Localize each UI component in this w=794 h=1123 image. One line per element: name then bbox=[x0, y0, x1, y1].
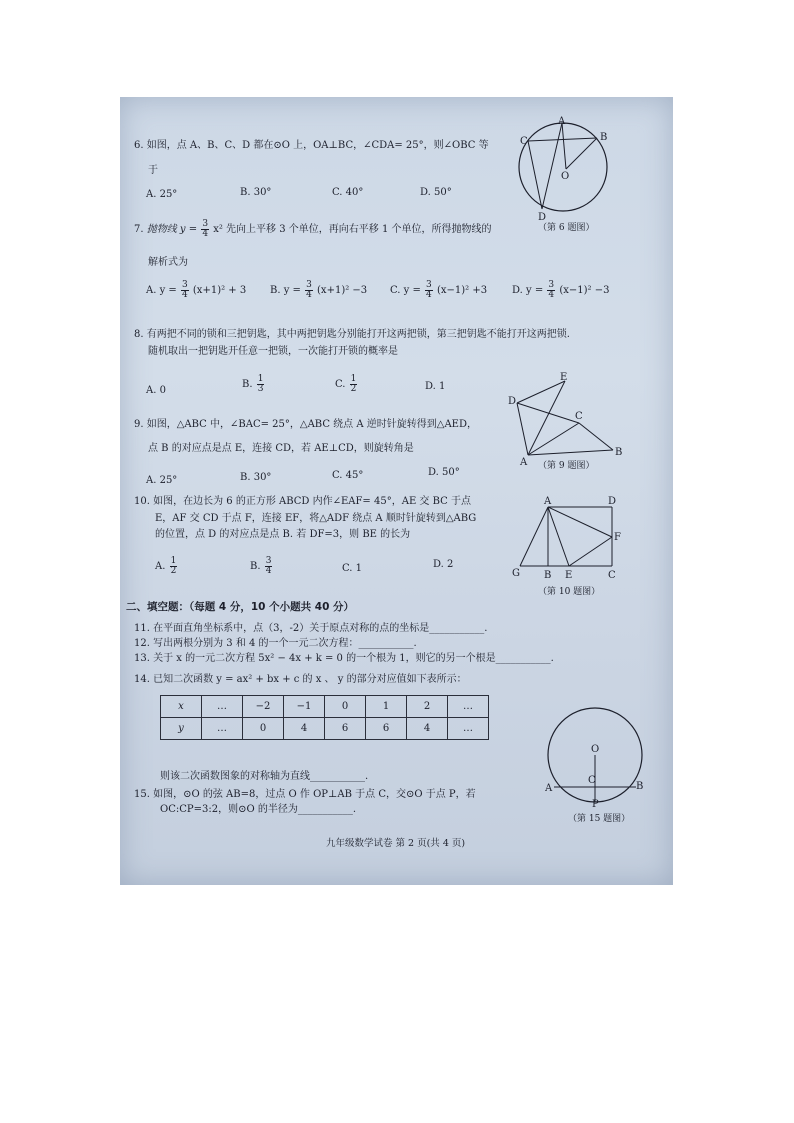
q6-figure bbox=[516, 115, 616, 227]
q6-label-c: C bbox=[520, 136, 528, 147]
q6-option-b: B. 30° bbox=[240, 187, 272, 198]
q10-stem-line1: 10. 如图，在边长为 6 的正方形 ABCD 内作∠EAF= 45°，AE 交 BC 于点 bbox=[134, 496, 471, 507]
q9-label-d: D bbox=[508, 396, 517, 407]
table-cell: x bbox=[161, 696, 202, 718]
table-cell: … bbox=[448, 718, 489, 740]
q6-option-d: D. 50° bbox=[420, 187, 452, 198]
q6-label-b: B bbox=[600, 132, 608, 143]
q6-option-c: C. 40° bbox=[332, 187, 364, 198]
q9-label-b: B bbox=[615, 447, 623, 458]
q10-stem-line2: E，AF 交 CD 于点 F，连接 EF，将△ADF 绕点 A 顺时针旋转到△ABG bbox=[155, 513, 477, 524]
q14-value-table bbox=[160, 695, 489, 740]
q9-option-b: B. 30° bbox=[240, 472, 272, 483]
q6-option-a: A. 25° bbox=[146, 189, 178, 200]
q10-label-a: A bbox=[544, 496, 552, 507]
q15-label-p: P bbox=[592, 799, 599, 807]
q7-stem-line2: 解析式为 bbox=[148, 257, 188, 268]
q9-label-a: A bbox=[520, 457, 528, 467]
q7-number: 7. bbox=[134, 224, 144, 235]
q15-label-c: C bbox=[588, 775, 596, 786]
table-cell: 4 bbox=[407, 718, 448, 740]
q9-stem-line2: 点 B 的对应点是点 E，连接 CD，若 AE⊥CD，则旋转角是 bbox=[148, 443, 414, 454]
section-heading-fill-blank: 二、填空题：（每题 4 分，10 个小题共 40 分） bbox=[126, 601, 355, 613]
q15-stem-line2: OC:CP=3:2，则⊙O 的半径为___________. bbox=[160, 804, 357, 815]
q7-stem-b: x² 先向上平移 3 个单位，再向右平移 1 个单位，所得抛物线的 bbox=[213, 224, 492, 235]
q10-stem-line3: 的位置，点 D 的对应点是点 B. 若 DF=3，则 BE 的长为 bbox=[155, 529, 411, 540]
q7-stem-a: 抛物线 y = bbox=[146, 224, 198, 235]
table-cell: y bbox=[161, 718, 202, 740]
q10-label-c: C bbox=[608, 570, 616, 581]
q9-option-a: A. 25° bbox=[146, 475, 178, 486]
q10-figure bbox=[508, 492, 628, 584]
q15-figure bbox=[545, 703, 645, 807]
q9-option-c: C. 45° bbox=[332, 470, 364, 481]
table-cell: … bbox=[202, 696, 243, 718]
q7-option-b: B. y = $\frac{3}{4}$ (x+1)² −3 bbox=[270, 280, 368, 300]
table-cell: 1 bbox=[366, 696, 407, 718]
table-cell: −2 bbox=[243, 696, 284, 718]
q15-label-b: B bbox=[636, 781, 644, 792]
q7-option-d: D. y = $\frac{3}{4}$ (x−1)² −3 bbox=[512, 280, 610, 300]
q10-label-d: D bbox=[608, 496, 617, 507]
table-cell: 6 bbox=[366, 718, 407, 740]
q6-label-a: A bbox=[558, 116, 566, 127]
q10-label-b: B bbox=[544, 570, 552, 581]
q15-label-o: O bbox=[591, 744, 600, 755]
q10-option-a: A. $\frac{1}{2}$ bbox=[155, 556, 177, 576]
q6-label-o: O bbox=[561, 171, 570, 182]
q9-label-e: E bbox=[560, 372, 568, 383]
q6-caption: （第 6 题图） bbox=[538, 223, 595, 233]
q7-option-a: A. y = $\frac{3}{4}$ (x+1)² + 3 bbox=[146, 280, 247, 300]
q9-caption: （第 9 题图） bbox=[538, 461, 595, 471]
q10-label-f: F bbox=[614, 532, 621, 543]
table-cell: … bbox=[202, 718, 243, 740]
q7-option-c: C. y = $\frac{3}{4}$ (x−1)² +3 bbox=[390, 280, 488, 300]
table-row-y bbox=[161, 718, 489, 740]
q6-stem: 如图，点 A、B、C、D 都在⊙O 上，OA⊥BC，∠CDA= 25°，则∠OBC 等 bbox=[146, 140, 489, 151]
q7-stem-line1 bbox=[134, 220, 492, 239]
q15-label-a: A bbox=[545, 783, 553, 794]
q8-option-d: D. 1 bbox=[425, 381, 446, 392]
table-row-x bbox=[161, 696, 489, 718]
q15-caption: （第 15 题图） bbox=[568, 814, 631, 824]
q10-option-d: D. 2 bbox=[433, 559, 454, 570]
q9-stem-line1: 9. 如图，△ABC 中，∠BAC= 25°，△ABC 绕点 A 逆时针旋转得到△AED， bbox=[134, 419, 477, 430]
table-cell: 0 bbox=[325, 696, 366, 718]
table-cell: 2 bbox=[407, 696, 448, 718]
q10-caption: （第 10 题图） bbox=[538, 587, 601, 597]
q8-option-c: C. $\frac{1}{2}$ bbox=[335, 374, 357, 394]
q9-label-c: C bbox=[575, 411, 583, 422]
q10-label-e: E bbox=[565, 570, 573, 581]
q6-stem-line1 bbox=[134, 140, 489, 152]
q6-stem-line2: 于 bbox=[148, 165, 158, 176]
exam-page bbox=[120, 97, 673, 885]
q6-label-d: D bbox=[538, 212, 547, 223]
table-cell: −1 bbox=[284, 696, 325, 718]
q8-stem-line1: 8. 有两把不同的锁和三把钥匙，其中两把钥匙分别能打开这两把锁，第三把钥匙不能打开这两把锁. bbox=[134, 329, 570, 340]
q6-number: 6. bbox=[134, 140, 144, 151]
q10-option-c: C. 1 bbox=[342, 563, 363, 574]
q10-label-g: G bbox=[512, 568, 520, 579]
q12: 12. 写出两根分别为 3 和 4 的一个一元二次方程：___________. bbox=[134, 638, 417, 649]
q8-stem-line2: 随机取出一把钥匙开任意一把锁，一次能打开锁的概率是 bbox=[148, 346, 398, 357]
q8-option-a: A. 0 bbox=[146, 385, 166, 396]
q11: 11. 在平面直角坐标系中，点（3，-2）关于原点对称的点的坐标是___________. bbox=[134, 623, 488, 634]
table-cell: 0 bbox=[243, 718, 284, 740]
q10-option-b: B. $\frac{3}{4}$ bbox=[250, 556, 272, 576]
q9-figure bbox=[505, 367, 630, 467]
q14-stem: 14. 已知二次函数 y = ax² + bx + c 的 x 、 y 的部分对应值如下表所示： bbox=[134, 674, 467, 685]
q14-tail: 则该二次函数图象的对称轴为直线___________. bbox=[160, 771, 369, 782]
q8-option-b: B. $\frac{1}{3}$ bbox=[242, 374, 264, 394]
q13: 13. 关于 x 的一元二次方程 5x² − 4x + k = 0 的一个根为 1，则它的另一个根是___________. bbox=[134, 653, 554, 664]
q15-stem-line1: 15. 如图，⊙O 的弦 AB=8，过点 O 作 OP⊥AB 于点 C，交⊙O 于点 P，若 bbox=[134, 789, 476, 800]
page-footer: 九年级数学试卷 第 2 页(共 4 页) bbox=[326, 838, 466, 849]
table-cell: 6 bbox=[325, 718, 366, 740]
table-cell: … bbox=[448, 696, 489, 718]
q9-option-d: D. 50° bbox=[428, 467, 460, 478]
q7-fraction: $\frac{3}{4}$ bbox=[202, 219, 209, 239]
table-cell: 4 bbox=[284, 718, 325, 740]
